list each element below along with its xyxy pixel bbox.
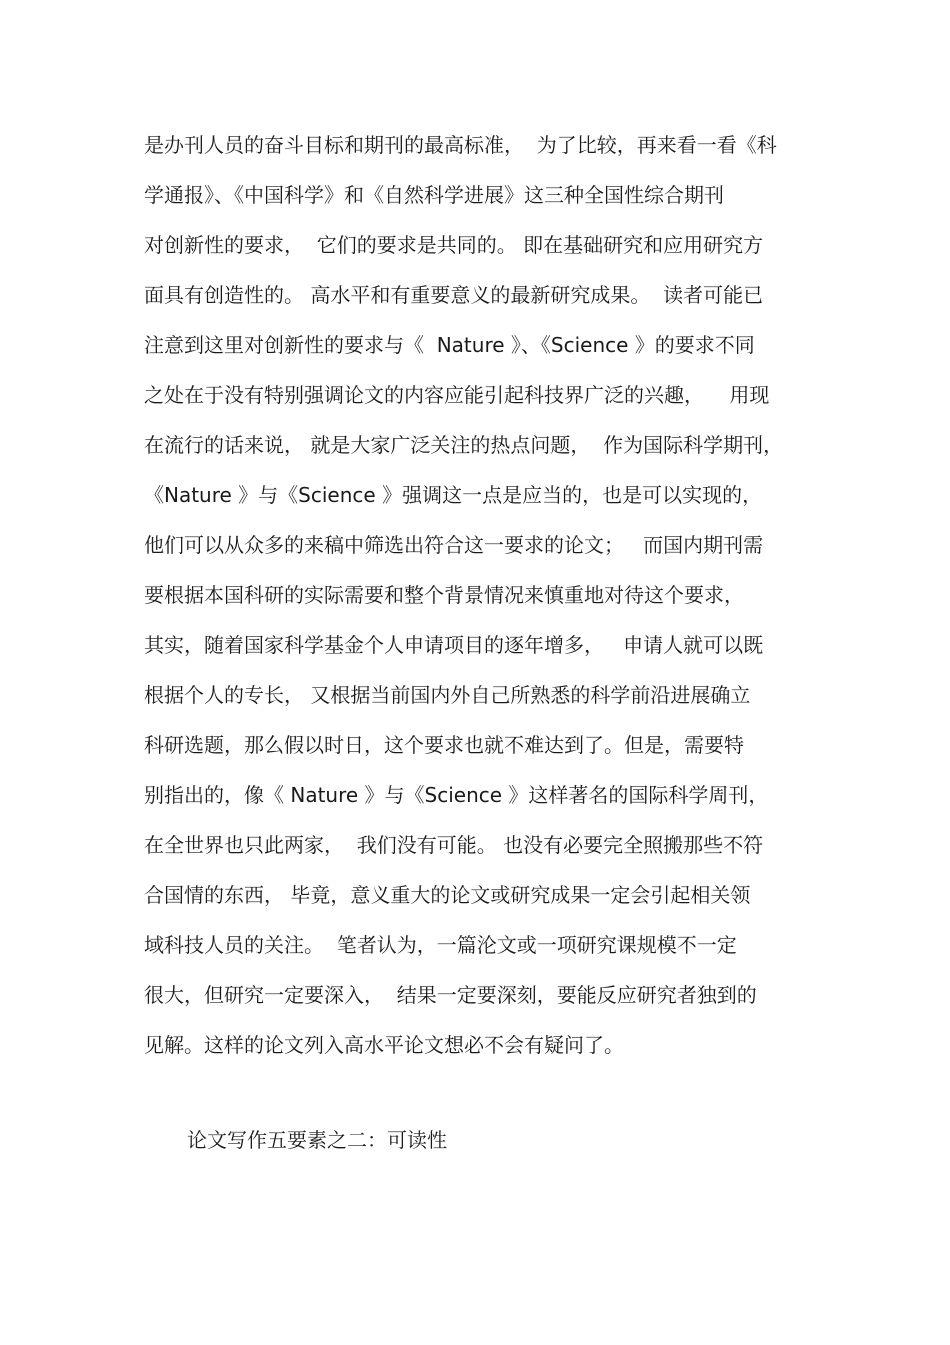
section-heading: 论文写作五要素之二：可读性 (187, 1128, 447, 1152)
text-line: 别指出的，像《 Nature 》与《Science 》这样著名的国际科学周刊， (144, 783, 769, 807)
text-line: 其实，随着国家科学基金个人申请项目的逐年增多， 申请人就可以既 (144, 633, 764, 657)
text-line: 很大，但研究一定要深入， 结果一定要深刻，要能反应研究者独到的 (144, 983, 757, 1007)
text-line: 面具有创造性的。 高水平和有重要意义的最新研究成果。 读者可能已 (144, 283, 764, 307)
text-line: 注意到这里对创新性的要求与《 Nature 》、《Science 》的要求不同 (144, 333, 755, 357)
text-line: 要根据本国科研的实际需要和整个背景情况来慎重地对待这个要求， (144, 583, 744, 607)
body-paragraph (144, 122, 824, 1072)
text-line: 科研选题，那么假以时日，这个要求也就不难达到了。但是，需要特 (144, 733, 744, 757)
text-line: 合国情的东西， 毕竟，意义重大的论文或研究成果一定会引起相关领 (144, 883, 751, 907)
text-line: 《Nature 》与《Science 》强调这一点是应当的，也是可以实现的， (144, 483, 763, 507)
text-line: 在流行的话来说， 就是大家广泛关注的热点问题， 作为国际科学期刊， (144, 433, 784, 457)
text-line: 对创新性的要求， 它们的要求是共同的。 即在基础研究和应用研究方 (144, 233, 764, 257)
text-line: 根据个人的专长， 又根据当前国内外自己所熟悉的科学前沿进展确立 (144, 683, 751, 707)
text-line: 是办刊人员的奋斗目标和期刊的最高标准， 为了比较，再来看一看《科 (144, 133, 777, 157)
text-line: 见解。这样的论文列入高水平论文想必不会有疑问了。 (144, 1033, 624, 1057)
text-line: 在全世界也只此两家， 我们没有可能。 也没有必要完全照搬那些不符 (144, 833, 764, 857)
text-line: 域科技人员的关注。 笔者认为，一篇沦文或一项研究课规模不一定 (144, 933, 737, 957)
text-line: 学通报》、《中国科学》和《自然科学进展》这三种全国性综合期刊 (144, 183, 724, 207)
text-line: 之处在于没有特别强调论文的内容应能引起科技界广泛的兴趣， 用现 (144, 383, 770, 407)
text-line: 他们可以从众多的来稿中筛选出符合这一要求的论文； 而国内期刊需 (144, 533, 764, 557)
